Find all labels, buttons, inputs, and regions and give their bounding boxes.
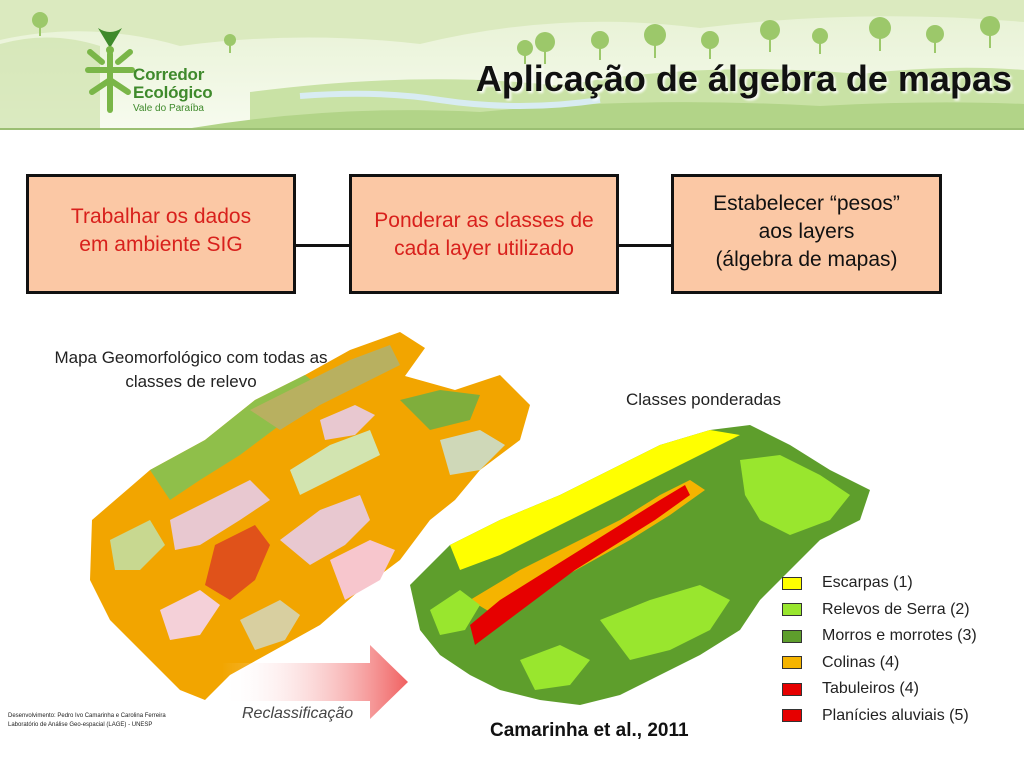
- logo-figure-icon: [80, 24, 140, 114]
- legend-item: [782, 650, 977, 677]
- flow-step-map-algebra: [671, 174, 942, 294]
- logo: [133, 66, 212, 114]
- logo-line-vale: Vale do Paraíba: [133, 103, 204, 114]
- legend-item: [782, 570, 977, 597]
- weighted-map-legend: [782, 570, 977, 729]
- legend-swatch: [782, 709, 802, 722]
- citation: Camarinha et al., 2011: [490, 720, 689, 741]
- logo-line-corredor: Corredor: [133, 65, 205, 84]
- legend-label: Planícies aluviais (5): [822, 706, 969, 724]
- credits-line: Desenvolvimento: Pedro Ivo Camarinha e Carolina Ferreira: [8, 713, 166, 719]
- legend-swatch: [782, 577, 802, 590]
- legend-item: [782, 703, 977, 730]
- legend-label: Escarpas (1): [822, 574, 913, 592]
- legend-swatch: [782, 683, 802, 696]
- credits-line: Laboratório de Análise Geo-espacial (LAGE) - UNESP: [8, 722, 153, 728]
- credits: [8, 712, 228, 730]
- flow-step-text-line: Trabalhar os dados: [70, 205, 252, 228]
- original-map-label-line: Mapa Geomorfológico com todas as: [54, 348, 328, 367]
- reclassification-label: Reclassificação: [242, 705, 354, 722]
- legend-swatch: [782, 656, 802, 669]
- legend-label: Morros e morrotes (3): [822, 627, 977, 645]
- flow-step-text-line: (álgebra de mapas): [715, 247, 898, 271]
- original-map-label-line: classes de relevo: [125, 371, 257, 391]
- legend-item: [782, 623, 977, 650]
- weighted-map-label: Classes ponderadas: [626, 390, 781, 409]
- flow-step-text-line: aos layers: [758, 219, 855, 243]
- flow-step-text-line: Estabelecer “pesos”: [713, 192, 900, 215]
- flow-connector-2-3: [619, 244, 671, 247]
- logo-line-ecologico: Ecológico: [133, 83, 213, 102]
- flow-step-gis: [26, 174, 296, 294]
- legend-label: Tabuleiros (4): [822, 680, 919, 698]
- flow-step-text-line: cada layer utilizado: [394, 236, 574, 260]
- header-divider: [0, 128, 1024, 130]
- legend-swatch: [782, 630, 802, 643]
- flow-step-text-line: em ambiente SIG: [79, 232, 243, 256]
- slide-header: [0, 0, 1024, 130]
- flow-step-text-line: Ponderar as classes de: [374, 209, 594, 232]
- legend-item: [782, 676, 977, 703]
- flow-step-weight-classes: [349, 174, 619, 294]
- legend-item: [782, 597, 977, 624]
- legend-swatch: [782, 603, 802, 616]
- legend-label: Relevos de Serra (2): [822, 600, 970, 618]
- legend-label: Colinas (4): [822, 653, 900, 671]
- slide-title: Aplicação de álgebra de mapas: [475, 58, 1012, 99]
- flow-connector-1-2: [296, 244, 349, 247]
